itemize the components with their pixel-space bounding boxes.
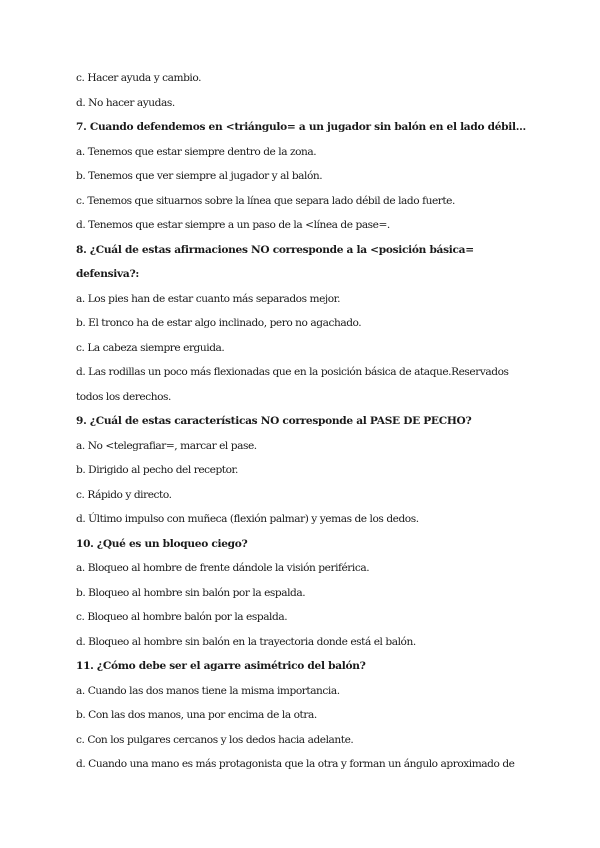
option-9c: c. Rápido y directo.	[76, 488, 172, 501]
option-7d: d. Tenemos que estar siempre a un paso de la <línea de pase=.	[76, 219, 390, 231]
option-11c: c. Con los pulgares cercanos y los dedos hacia adelante.	[76, 733, 354, 746]
option-10d: d. Bloqueo al hombre sin balón en la trayectoria donde está el balón.	[76, 635, 416, 648]
question-9: 9. ¿Cuál de estas características NO corresponde al PASE DE PECHO?	[76, 415, 472, 427]
option-8d: d. Las rodillas un poco más flexionadas que en la posición básica de ataque.Reservados	[76, 366, 509, 378]
option-9d: d. Último impulso con muñeca (flexión palmar) y yemas de los dedos.	[76, 513, 419, 525]
option-7c: c. Tenemos que situarnos sobre la línea que separa lado débil de lado fuerte.	[76, 194, 455, 207]
question-10: 10. ¿Qué es un bloqueo ciego?	[76, 537, 248, 550]
option-8a: a. Los pies han de estar cuanto más separados mejor.	[76, 292, 341, 305]
option-8c: c. La cabeza siempre erguida.	[76, 341, 225, 354]
question-11: 11. ¿Cómo debe ser el agarre asimétrico del balón?	[76, 660, 366, 672]
option-7b: b. Tenemos que ver siempre al jugador y al balón.	[76, 170, 323, 182]
option-11d: d. Cuando una mano es más protagonista que la otra y forman un ángulo aproximado de	[76, 758, 515, 770]
option-10b: b. Bloqueo al hombre sin balón por la espalda.	[76, 586, 306, 599]
option-6c: c. Hacer ayuda y cambio.	[76, 72, 202, 84]
option-8b: b. El tronco ha de estar algo inclinado, pero no agachado.	[76, 317, 362, 329]
option-7a: a. Tenemos que estar siempre dentro de la zona.	[76, 145, 317, 158]
question-7: 7. Cuando defendemos en <triángulo= a un jugador sin balón en el lado débil...	[76, 121, 526, 133]
document-page	[76, 66, 546, 777]
option-8d-cont: todos los derechos.	[76, 390, 171, 403]
option-6d: d. No hacer ayudas.	[76, 96, 175, 109]
option-9a: a. No <telegrafiar=, marcar el pase.	[76, 439, 257, 452]
question-8: 8. ¿Cuál de estas afirmaciones NO corresponde a la <posición básica=	[76, 243, 474, 256]
option-10a: a. Bloqueo al hombre de frente dándole la visión periférica.	[76, 562, 370, 574]
question-8-cont: defensiva?:	[76, 268, 139, 280]
option-10c: c. Bloqueo al hombre balón por la espalda.	[76, 611, 288, 623]
option-11b: b. Con las dos manos, una por encima de la otra.	[76, 709, 317, 721]
option-9b: b. Dirigido al pecho del receptor.	[76, 464, 238, 476]
option-11a: a. Cuando las dos manos tiene la misma importancia.	[76, 684, 340, 697]
